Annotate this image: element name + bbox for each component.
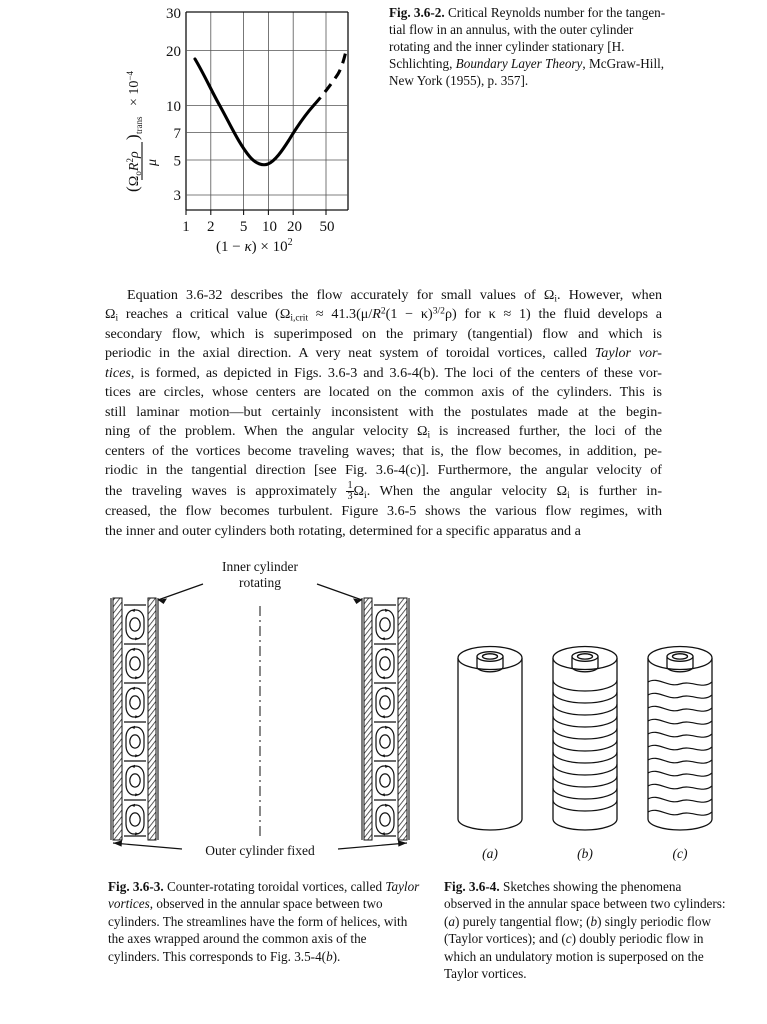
paragraph-line: centers of the vortices become traveling waves; that is, the flow becomes, in addition, pe- [105,442,662,459]
chart-y-ticklabels [166,6,182,204]
figure-3-6-4-text: Sketches showing the phenomena observed in the annular space between two cylinders: (a) purely tangential flow; (b) singly periodic flow (Taylor vortices); and (c) doubly periodic flow in which an undulatory motion is superposed on the Taylor vortices. [444,879,726,982]
paragraph-line: riodic in the tangential direction [see Fig. 3.6-4(c)]. Furthermore, the angular velocity of [105,462,662,479]
svg-text:20: 20 [166,44,181,60]
svg-text:2: 2 [207,219,215,235]
chart-x-ticks [186,210,326,215]
wavy-vortex-rings-c [648,680,712,815]
svg-text:1: 1 [182,219,190,235]
figure-3-6-4-caption [444,878,732,982]
inner-cylinder-label-line2: rotating [239,575,281,590]
chart-series-dashed [314,51,346,105]
svg-text:3: 3 [173,188,181,204]
svg-text:(ΩoR2ρ: ($Ω_oR^2\rho$ [123,151,143,192]
svg-text:30: 30 [166,6,181,22]
paragraph-line: tices are circles, whose centers are located on the common axis of the cylinders. This is [105,384,662,401]
outer-leader-arrow-right [398,840,407,846]
taylor-vortex-rings-b [553,680,617,811]
figure-3-6-3-caption [108,878,420,965]
cylinder-sketch-c [648,647,712,831]
paragraph-line: tices, is formed, as depicted in Figs. 3.6-3 and 3.6-4(b). The loci of the centers of these vor- [105,364,662,381]
outer-cylinder-wall-left [111,598,122,840]
chart-x-axis-label [216,237,293,254]
panel-label-b: (b) [577,846,593,861]
svg-text:μ: μ [145,158,160,166]
paragraph-line: the inner and outer cylinders both rotating, determined for a specific apparatus and a [105,522,581,539]
cylinder-sketch-a [458,647,522,831]
svg-text:trans: trans [134,116,144,134]
figure-3-6-3-label: Fig. 3.6-3. [108,879,164,894]
figure-3-6-4-svg [440,618,730,870]
cylinder-sketch-b [553,647,617,831]
figure-3-6-2-text: Critical Reynolds number for the tangential flow in an annulus, with the outer cylinder rotating and the inner cylinder stationary [H. Schlichting, Boundary Layer Theory, McGraw-Hill, New York (1955), p. 357]. [389,5,666,89]
chart-svg [108,4,370,254]
vortex-cell-group-left [124,605,146,836]
chart-series-solid [195,59,314,165]
chart-y-axis-label [123,71,160,192]
svg-text:× 10−4: × $10^{-4}$ [125,71,142,106]
panel-label-c: (c) [672,846,688,861]
svg-text:10: 10 [262,219,277,235]
figure-3-6-2-caption [389,4,675,89]
paragraph-line: Equation 3.6-32 describes the flow accurately for small values of $\Omega_i$. However, when [127,287,662,305]
figure-3-6-4-label: Fig. 3.6-4. [444,879,500,894]
figure-3-6-2-label: Fig. 3.6-2. [389,5,445,20]
outer-cylinder-label: Outer cylinder fixed [205,843,315,858]
inner-cylinder-wall-left [148,598,158,840]
svg-text:7: 7 [173,126,181,142]
svg-text:(1 − κ) × 102: $(1 - \kappa) \times 10^2$ [216,237,293,254]
paragraph-line: ning of the problem. When the angular velocity $\Omega_i$ is increased further, the loci of the [105,423,662,441]
figure-3-6-2-book-title: Boundary Layer Theory [455,56,583,72]
body-paragraph [105,286,662,541]
paragraph-line: $\Omega_i$ reaches a critical value ($\Omega_{i,crit} \approx 41.3(\mu/R^2(1 - \kappa)^{3/2}\rho)$ for κ ≈ 1) the fluid develops a [105,305,663,325]
paragraph-line: periodic in the axial direction. A very neat system of toroidal vortices, called Taylor vor- [105,345,662,362]
svg-text:20: 20 [287,219,302,235]
inner-cylinder-wall-right [362,598,372,840]
paragraph-line: the traveling waves is approximately $\frac{1}{3}$ $\Omega_i$. When the angular velocity $\Omega_i$ is further in- [105,479,663,502]
paragraph-line: secondary flow, which is superimposed on the primary (tangential) flow and which is [105,325,662,342]
figure-3-6-3-svg [100,558,420,870]
outer-cylinder-wall-right [398,598,409,840]
chart-x-ticklabels [182,219,334,235]
figure-3-6-3-diagram [100,558,420,870]
svg-text:): ) [123,134,142,140]
paragraph-line: still laminar motion—but certainly inconsistent with the postulates made at the begin- [105,403,662,420]
vortex-cell-group-right [374,605,396,836]
figure-3-6-2-chart [108,4,370,254]
inner-cylinder-label-line1: Inner cylinder [221,559,299,574]
figure-3-6-3-text: Counter-rotating toroidal vortices, called Taylor vortices, observed in the annular space between two cylinders. The streamlines have the form of helices, with the axes wrapped around the common axis of the cylinders. This corresponds to Fig. 3.5-4(b). [108,879,420,964]
svg-text:5: 5 [239,219,248,235]
panel-label-a: (a) [482,846,498,861]
figure-3-6-4-diagram [440,618,730,870]
paragraph-line: creased, the flow becomes turbulent. Figure 3.6-5 shows the various flow regimes, with [105,503,662,520]
svg-text:10: 10 [166,99,181,115]
svg-text:5: 5 [173,153,181,170]
svg-text:50: 50 [319,219,335,235]
outer-leader-arrow-left [113,840,122,846]
chart-grid [186,12,348,210]
